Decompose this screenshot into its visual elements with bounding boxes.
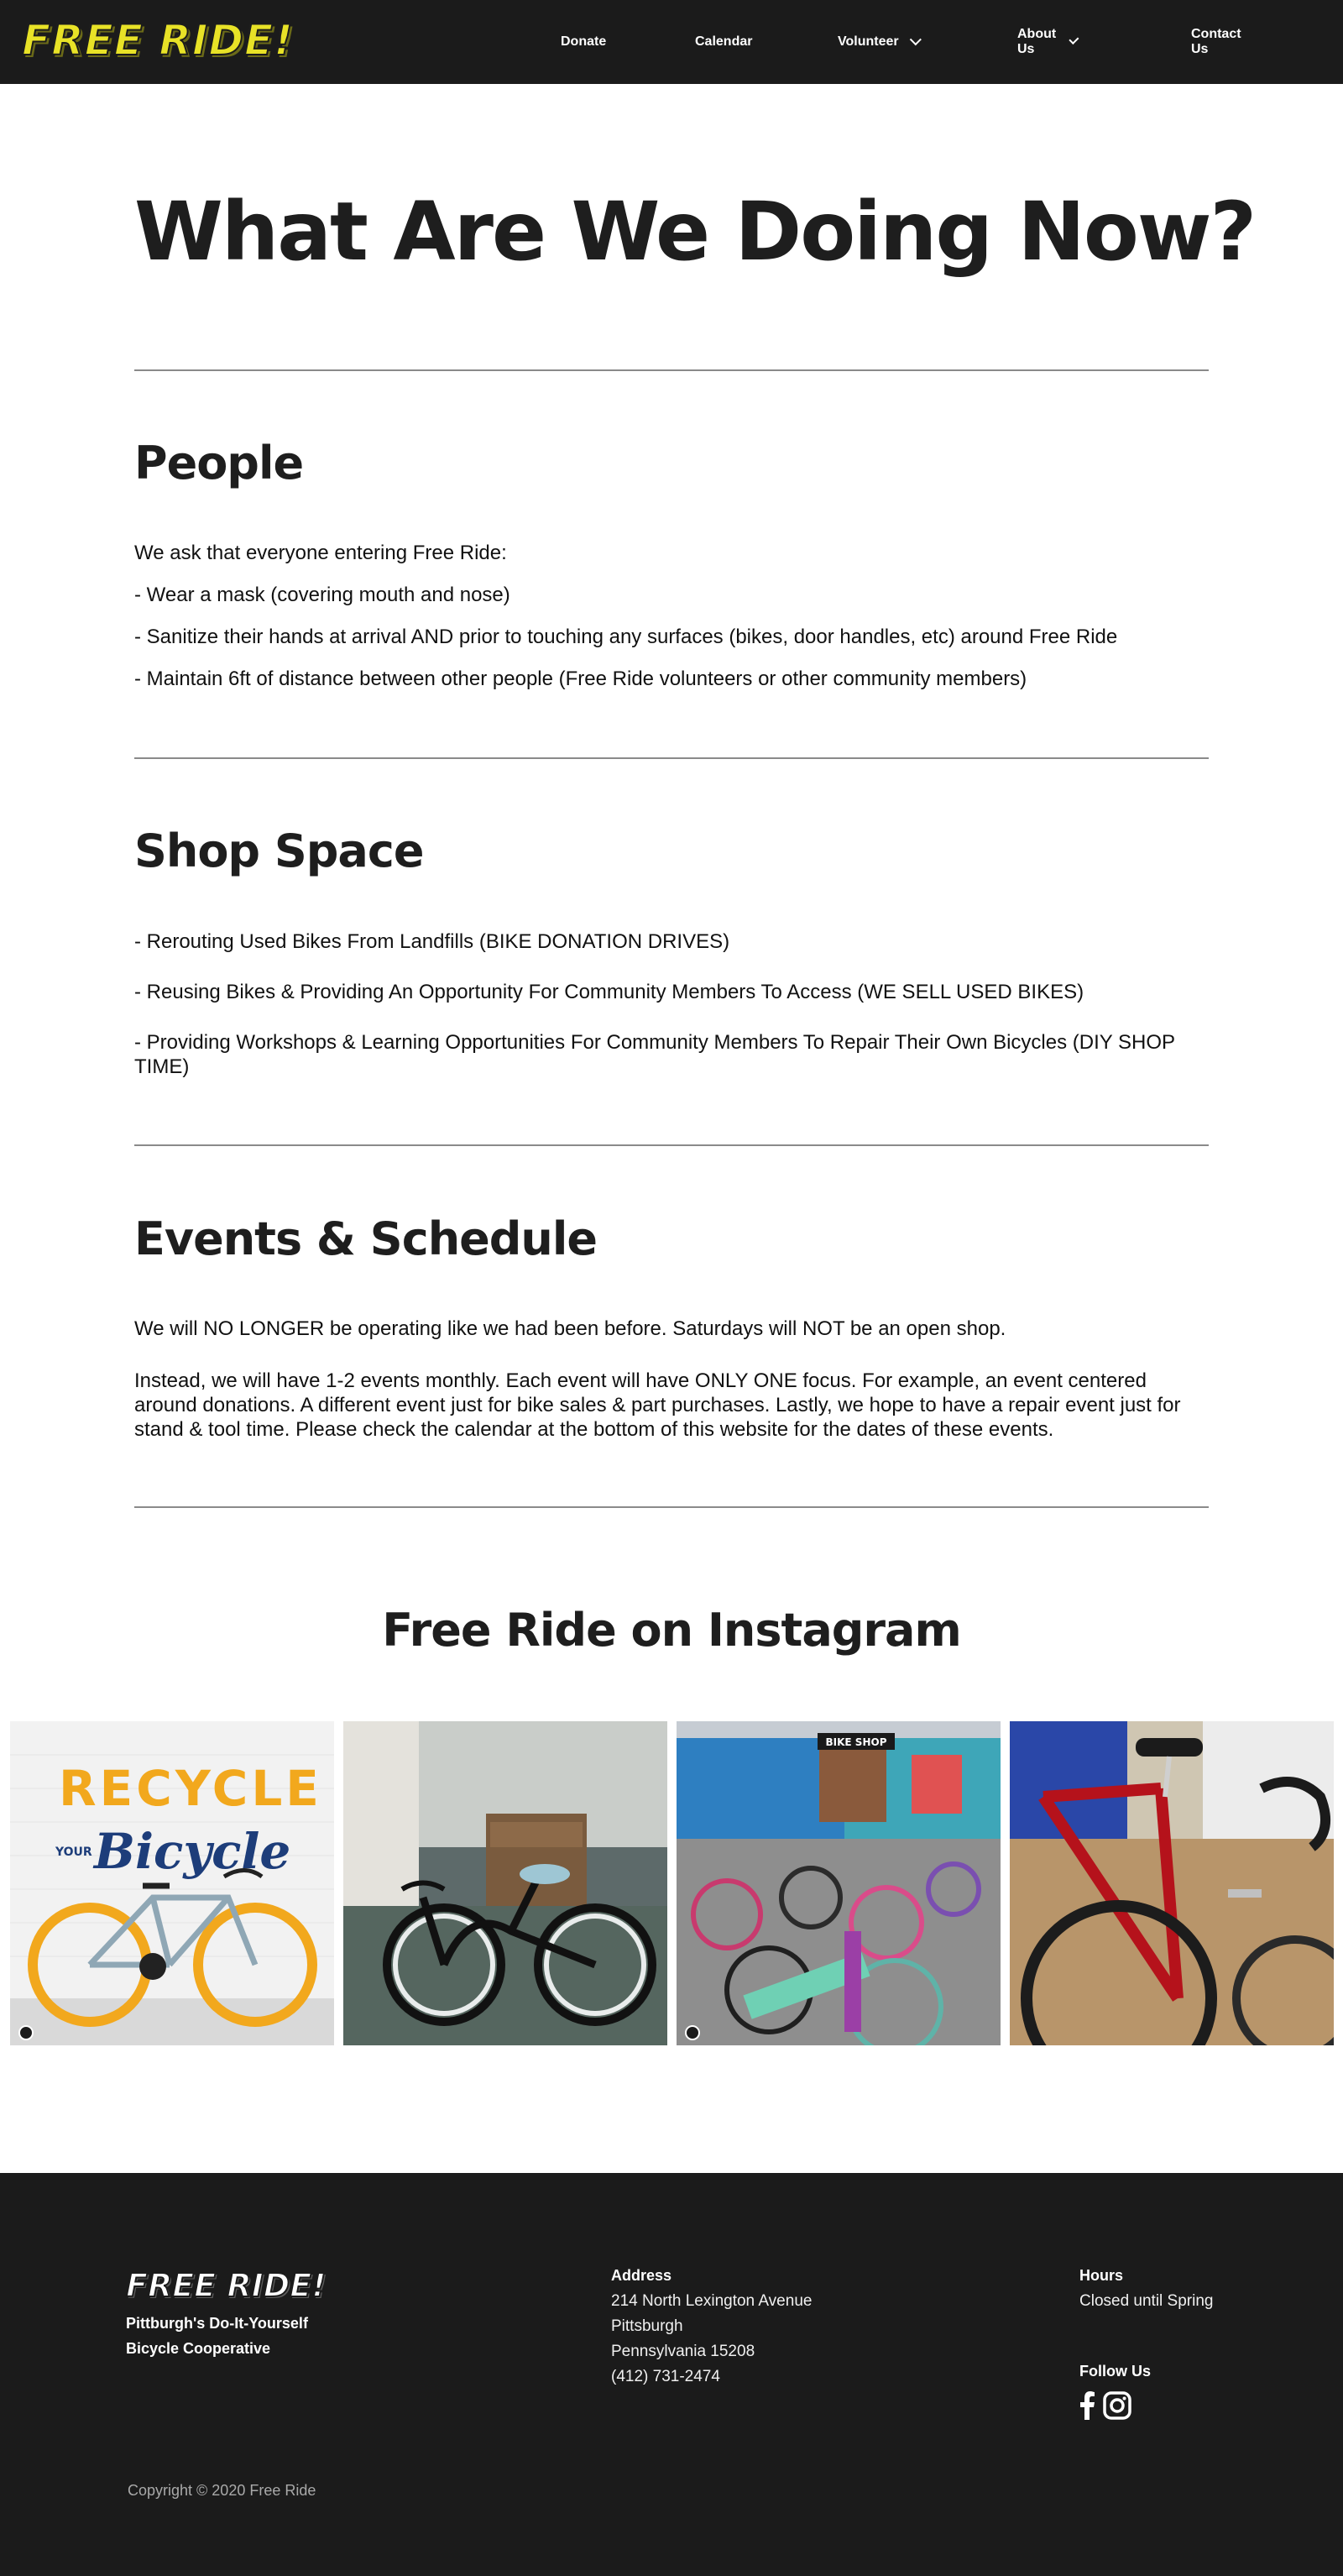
chevron-down-icon[interactable] (909, 34, 921, 45)
facebook-icon[interactable] (1079, 2391, 1095, 2420)
address-heading: Address (611, 2267, 672, 2284)
shop-item-workshops: - Providing Workshops & Learning Opportunities For Community Members To Repair Their Own Bicycles (DIY SHOP TIME) (134, 1031, 1175, 1078)
people-rule-mask: - Wear a mask (covering mouth and nose) (134, 584, 510, 606)
nav-donate[interactable] (561, 34, 606, 50)
nav-about-us[interactable] (1017, 27, 1074, 57)
svg-text:Bicycle: Bicycle (94, 1823, 291, 1880)
events-paragraph-1: We will NO LONGER be operating like we had been before. Saturdays will NOT be an open shop. (134, 1317, 1006, 1340)
logo-text: FREE RIDE! (22, 16, 294, 65)
shop-item-rerouting: - Rerouting Used Bikes From Landfills (BIKE DONATION DRIVES) (134, 930, 730, 953)
cruiser-bike-image (343, 1721, 667, 2045)
tile-recycle-text: RECYCLE (59, 1760, 322, 1817)
user-tag-icon (685, 2025, 700, 2040)
address-city: Pittsburgh (611, 2317, 683, 2335)
hours-heading: Hours (1079, 2267, 1124, 2284)
nav-volunteer[interactable] (838, 34, 917, 50)
events-heading: Events & Schedule (134, 1212, 598, 1265)
nav-calendar-label: Calendar (695, 34, 753, 49)
events-paragraph-2: Instead, we will have 1-2 events monthly. Each event will have ONLY ONE focus. For example, an event centered around donations. A different event just for bike sales & part purchases. Lastly, we hope to have a repair event just for stand & tool time. Please check the calendar at the bottom of this website for the dates of these events. (134, 1369, 1181, 1441)
red-road-bike-image (1010, 1721, 1334, 2045)
page-title: What Are We Doing Now? (134, 185, 1256, 279)
bike-shop-image (677, 1721, 1001, 2045)
section-divider (134, 757, 1209, 759)
instagram-post-recycle[interactable] (10, 1721, 334, 2045)
nav-contact-label: Contact Us (1191, 27, 1241, 56)
social-links (1079, 2391, 1131, 2420)
nav-about-label: About Us (1017, 27, 1057, 56)
phone-number[interactable]: (412) 731-2474 (611, 2368, 720, 2385)
nav-volunteer-label: Volunteer (838, 34, 899, 49)
instagram-icon[interactable] (1103, 2391, 1131, 2420)
section-divider (134, 369, 1209, 371)
footer-logo[interactable]: FREE RIDE! (126, 2267, 327, 2304)
footer-tagline (126, 2311, 308, 2361)
people-rule-distance: - Maintain 6ft of distance between other people (Free Ride volunteers or other community members) (134, 668, 1027, 690)
instagram-post-cruiser[interactable] (343, 1721, 667, 2045)
shop-space-heading: Shop Space (134, 825, 424, 877)
footer-tagline-line-2: Bicycle Cooperative (126, 2340, 271, 2357)
site-logo[interactable] (22, 15, 294, 65)
people-rule-sanitize: - Sanitize their hands at arrival AND prior to touching any surfaces (bikes, door handles, etc) around Free Ride (134, 626, 1118, 648)
instagram-post-bike-shop[interactable] (677, 1721, 1001, 2045)
follow-heading: Follow Us (1079, 2363, 1151, 2380)
address-street: 214 North Lexington Avenue (611, 2292, 813, 2310)
address-state-zip: Pennsylvania 15208 (611, 2343, 755, 2360)
hours-text: Closed until Spring (1079, 2292, 1214, 2310)
site-header (0, 0, 1343, 84)
people-intro: We ask that everyone entering Free Ride: (134, 542, 507, 564)
copyright-text: Copyright © 2020 Free Ride (128, 2482, 316, 2499)
section-divider (134, 1144, 1209, 1146)
instagram-heading: Free Ride on Instagram (382, 1604, 961, 1657)
chevron-down-icon[interactable] (1069, 34, 1079, 45)
user-tag-icon (18, 2025, 34, 2040)
shop-item-reusing: - Reusing Bikes & Providing An Opportunity For Community Members To Access (WE SELL USED BIKES) (134, 981, 1084, 1003)
site-footer (0, 2173, 1343, 2576)
people-heading: People (134, 437, 304, 490)
nav-donate-label: Donate (561, 34, 607, 49)
svg-text:YOUR: YOUR (55, 1846, 92, 1859)
footer-tagline-line-1: Pittburgh's Do-It-Yourself (126, 2315, 308, 2332)
nav-calendar[interactable] (695, 34, 752, 50)
section-divider (134, 1506, 1209, 1508)
bike-shop-sign: BIKE SHOP (825, 1736, 887, 1748)
recycle-bicycle-image (10, 1721, 334, 2045)
instagram-post-red-bike[interactable] (1010, 1721, 1334, 2045)
nav-contact-us[interactable] (1191, 27, 1241, 57)
